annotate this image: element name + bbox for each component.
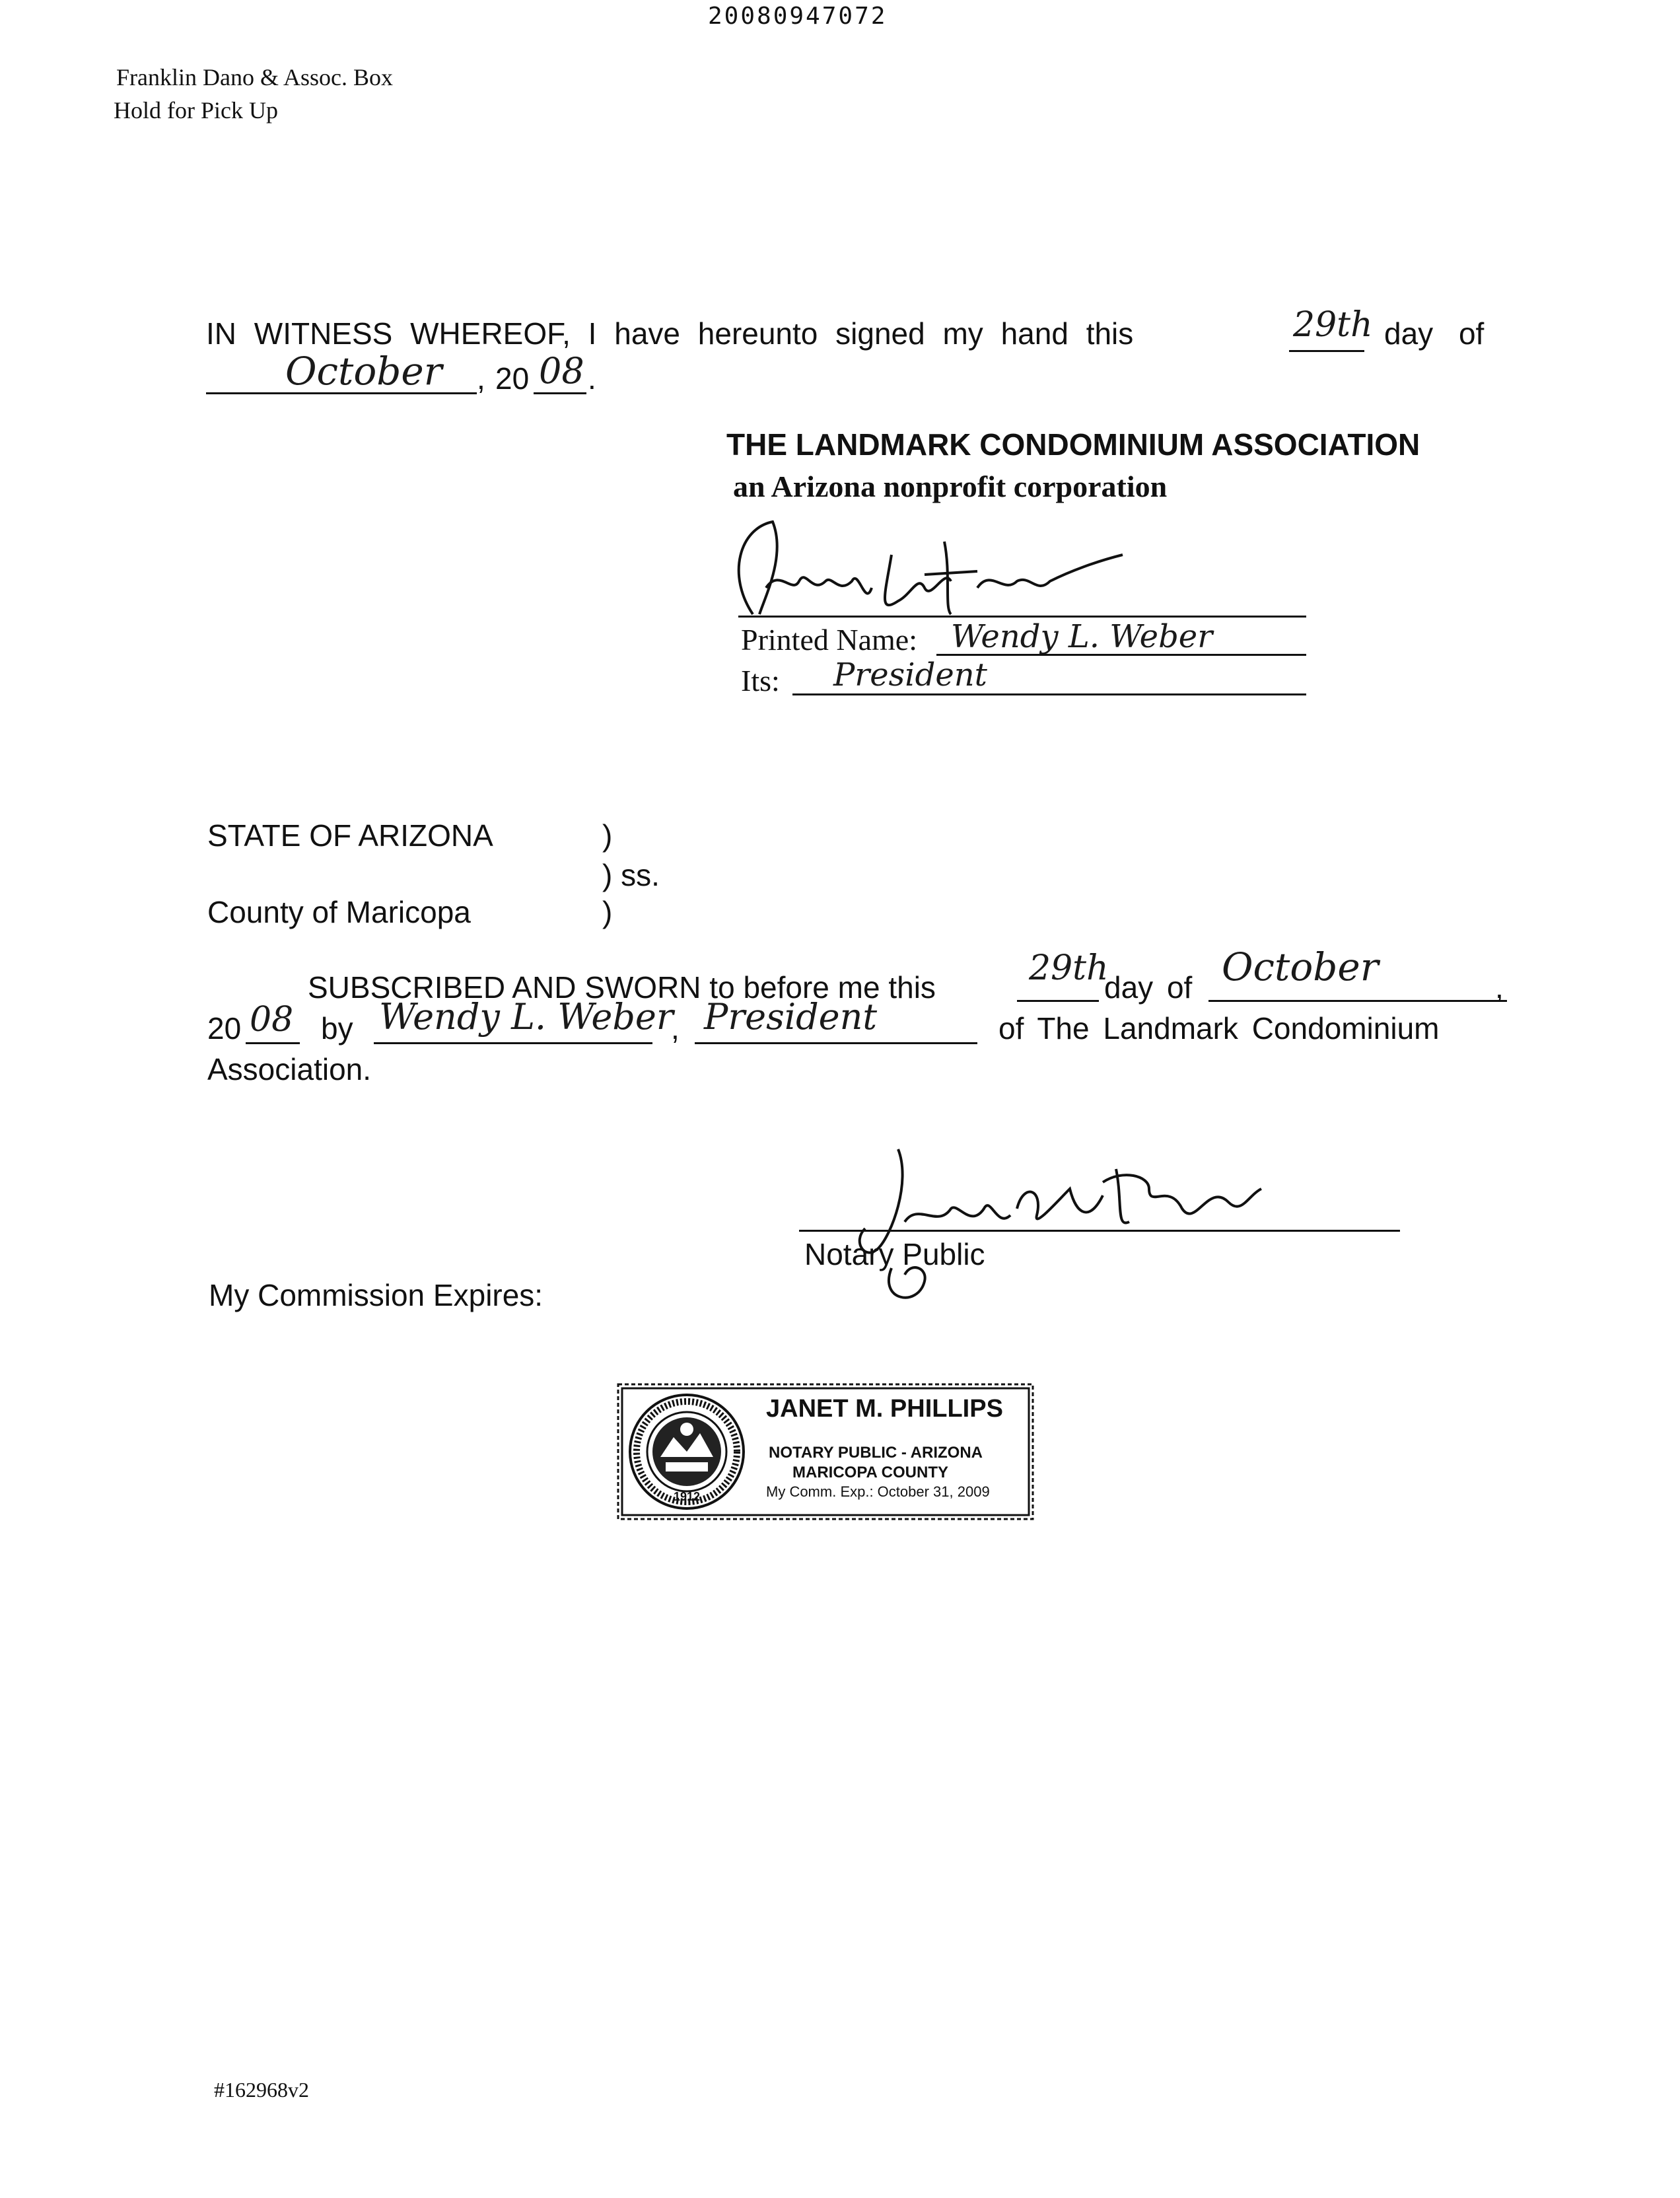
stamp-line-1: NOTARY PUBLIC - ARIZONA — [769, 1444, 983, 1462]
jurat-title-handwritten: President — [704, 996, 878, 1038]
stamp-line-3: My Comm. Exp.: October 31, 2009 — [766, 1483, 990, 1500]
notary-label: Notary Public — [804, 1237, 985, 1271]
venue-paren-1: ) — [602, 818, 613, 853]
witness-month-handwritten: October — [285, 349, 442, 394]
stamp-line-2: MARICOPA COUNTY — [792, 1464, 948, 1481]
jurat-by: by — [321, 1011, 353, 1046]
association-name: THE LANDMARK CONDOMINIUM ASSOCIATION — [726, 427, 1420, 462]
jurat-month-line — [1208, 1000, 1507, 1002]
jurat-text-3: Association. — [207, 1052, 372, 1086]
signature-line — [738, 616, 1306, 618]
jurat-text-1: SUBSCRIBED AND SWORN to before me this — [308, 970, 936, 1005]
president-signature — [726, 515, 1136, 627]
its-label: Its: — [741, 664, 780, 697]
jurat-title-line — [695, 1042, 977, 1044]
notary-signature-line — [799, 1230, 1400, 1232]
stamp-seal-year: 1912 — [674, 1490, 701, 1503]
its-line — [792, 693, 1306, 695]
venue-state: STATE OF ARIZONA — [207, 818, 493, 853]
witness-year-prefix: 20 — [495, 361, 530, 396]
its-value: President — [833, 656, 987, 693]
witness-text: IN WITNESS WHEREOF, I have hereunto signed my hand this — [206, 316, 1134, 351]
witness-period: . — [588, 361, 596, 396]
witness-year-handwritten: 08 — [539, 350, 584, 392]
jurat-comma: , — [1495, 970, 1504, 1005]
notary-stamp — [614, 1378, 1037, 1526]
witness-year-line — [534, 392, 586, 394]
jurat-year-line — [246, 1042, 300, 1044]
witness-comma: , — [477, 361, 485, 396]
jurat-day-of: day of — [1104, 970, 1193, 1005]
jurat-name-line — [374, 1042, 652, 1044]
association-subtitle: an Arizona nonprofit corporation — [733, 470, 1168, 503]
witness-day-of: day of — [1384, 316, 1485, 351]
document-id: #162968v2 — [214, 2078, 309, 2102]
stamp-name: JANET M. PHILLIPS — [766, 1395, 1003, 1423]
commission-expires-label: My Commission Expires: — [209, 1278, 543, 1312]
routing-line-2: Hold for Pick Up — [114, 97, 278, 124]
jurat-day-handwritten: 29th — [1029, 948, 1109, 988]
printed-name-line — [936, 654, 1306, 656]
jurat-text-2: of The Landmark Condominium — [998, 1011, 1440, 1046]
recording-number: 20080947072 — [708, 3, 888, 30]
notary-signature — [839, 1143, 1275, 1314]
witness-month-line — [206, 392, 477, 394]
jurat-month-handwritten: October — [1222, 944, 1379, 989]
venue-county: County of Maricopa — [207, 895, 471, 929]
jurat-year-handwritten: 08 — [250, 1000, 294, 1040]
jurat-day-line — [1017, 1000, 1099, 1002]
witness-day-handwritten: 29th — [1293, 305, 1373, 345]
jurat-comma-2: , — [671, 1011, 680, 1046]
routing-line-1: Franklin Dano & Assoc. Box — [116, 64, 393, 90]
venue-paren-3: ) — [602, 895, 613, 929]
jurat-year-prefix: 20 — [207, 1011, 242, 1046]
printed-name-label: Printed Name: — [741, 623, 917, 656]
jurat-name-handwritten: Wendy L. Weber — [379, 996, 674, 1038]
printed-name-value: Wendy L. Weber — [951, 618, 1213, 655]
witness-day-line — [1289, 350, 1364, 352]
venue-ss: ) ss. — [602, 858, 660, 892]
